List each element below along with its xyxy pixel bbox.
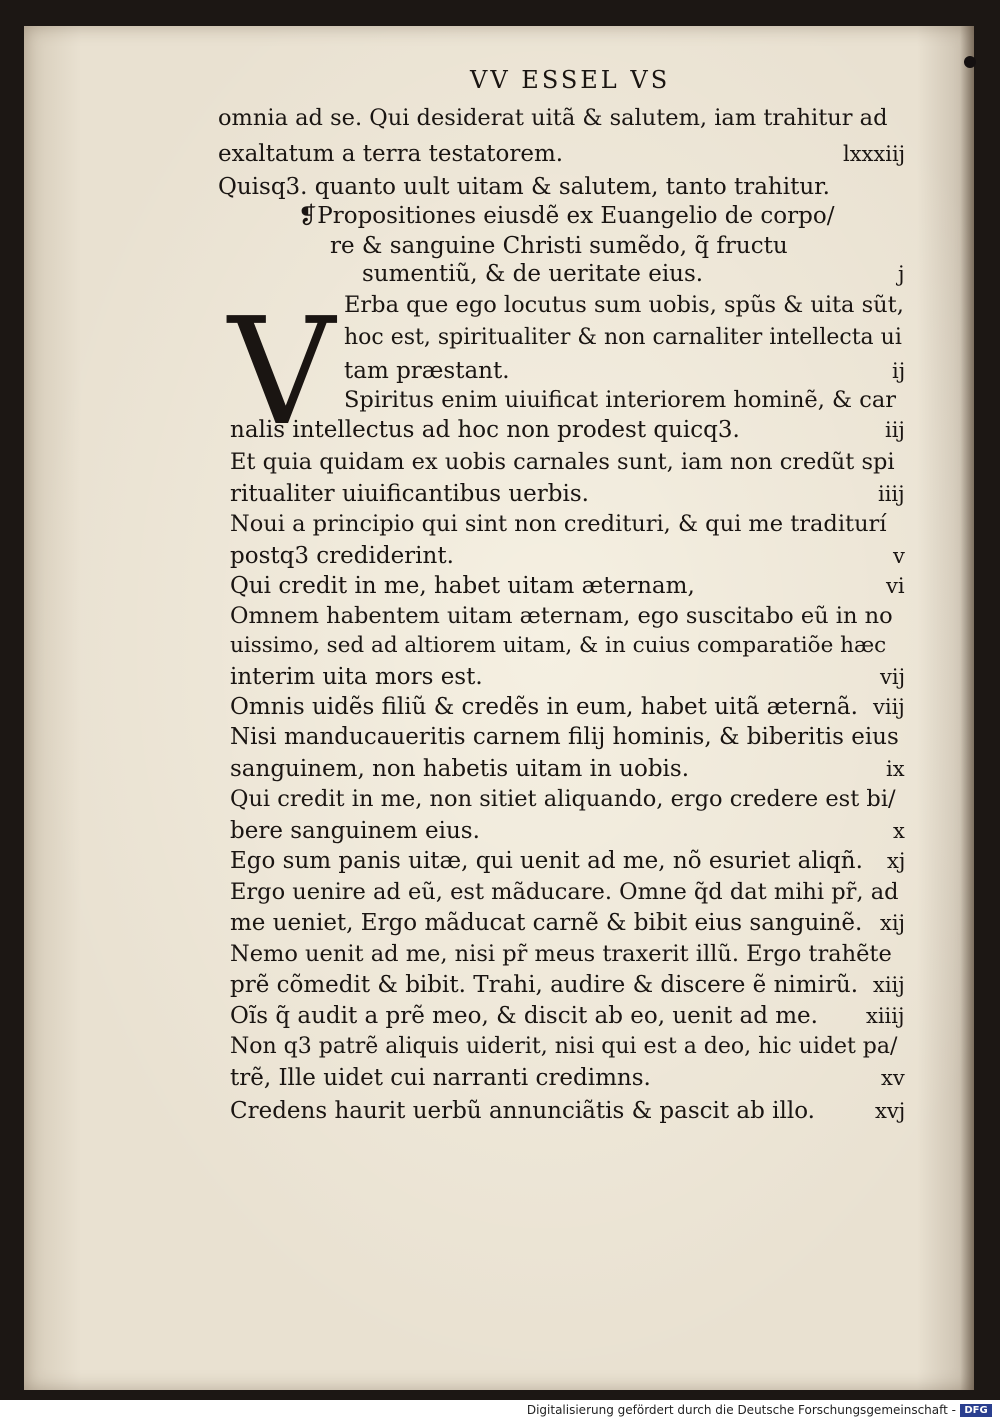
- proposition-number: lxxxiij: [843, 142, 906, 166]
- proposition-number: iij: [885, 418, 905, 442]
- text-line: nalis intellectus ad hoc non prodest quicq3.: [230, 417, 740, 443]
- text-line: sanguinem, non habetis uitam in uobis.: [230, 756, 690, 782]
- text-line: Omnis uidẽs filiũ & credẽs in eum, habet uitã æternã.: [230, 694, 858, 720]
- text-line: ritualiter uiuificantibus uerbis.: [230, 481, 589, 507]
- text-line: interim uita mors est.: [230, 664, 483, 690]
- text-line: Et quia quidam ex uobis carnales sunt, iam non credũt spi: [230, 449, 895, 475]
- proposition-number: v: [893, 544, 905, 568]
- page-edge-shadow: [960, 26, 974, 1390]
- text-line: sumentiũ, & de ueritate eius.: [362, 261, 704, 287]
- proposition-number: ij: [892, 359, 906, 383]
- text-line: ❡Propositiones eiusdẽ ex Euangelio de corpo/: [298, 203, 835, 229]
- text-line: Nemo uenit ad me, nisi pr̃ meus traxerit illũ. Ergo trahẽte: [230, 941, 892, 967]
- text-line: Qui credit in me, non sitiet aliquando, ergo credere est bi/: [230, 786, 896, 812]
- text-line: Quisq3. quanto uult uitam & salutem, tanto trahitur.: [218, 174, 830, 200]
- text-line: hoc est, spiritualiter & non carnaliter intellecta ui: [344, 325, 902, 350]
- proposition-number: xiij: [873, 973, 905, 997]
- text-line: tam præstant.: [344, 358, 510, 384]
- text-line: Omnem habentem uitam æternam, ego suscitabo eũ in no: [230, 603, 893, 629]
- text-line: prẽ cõmedit & bibit. Trahi, audire & discere ẽ nimirũ.: [230, 972, 859, 998]
- proposition-number: xj: [887, 849, 906, 873]
- proposition-number: xij: [880, 911, 906, 935]
- text-line: postq3 crediderint.: [230, 543, 454, 569]
- footer-credit: Digitalisierung gefördert durch die Deutsche Forschungsgemeinschaft -: [526, 1403, 956, 1417]
- text-line: Noui a principio qui sint non credituri, & qui me traditurí: [230, 511, 887, 537]
- proposition-number: vij: [880, 665, 906, 689]
- text-line: Spiritus enim uiuificat interiorem hominẽ, & car: [344, 387, 897, 413]
- text-line: omnia ad se. Qui desiderat uitã & salutem, iam trahitur ad: [218, 105, 888, 131]
- proposition-number: x: [893, 819, 905, 843]
- drop-cap-initial: V: [228, 286, 335, 458]
- proposition-number: viij: [873, 695, 905, 719]
- text-line: Non q3 patrẽ aliquis uiderit, nisi qui est a deo, hic uidet pa/: [230, 1034, 898, 1059]
- binding-hole: [964, 56, 976, 68]
- text-line: Ergo uenire ad eũ, est mãducare. Omne q̃d dat mihi pr̃, ad: [230, 879, 899, 905]
- running-head: VV ESSEL VS: [470, 66, 671, 94]
- text-line: uissimo, sed ad altiorem uitam, & in cuius comparatiõe hæc: [230, 633, 887, 658]
- text-line: trẽ, Ille uidet cui narranti credimns.: [230, 1065, 651, 1091]
- proposition-number: xv: [881, 1066, 905, 1090]
- text-line: Nisi manducaueritis carnem filij hominis, & biberitis eius: [230, 724, 899, 750]
- text-line: Credens haurit uerbũ annunciãtis & pascit ab illo.: [230, 1098, 815, 1124]
- text-line: Qui credit in me, habet uitam æternam,: [230, 573, 695, 599]
- proposition-number: xiiij: [866, 1004, 905, 1028]
- proposition-number: xvj: [875, 1099, 906, 1123]
- proposition-number: iiij: [878, 482, 905, 506]
- text-line: bere sanguinem eius.: [230, 818, 480, 844]
- text-line: me ueniet, Ergo mãducat carnẽ & bibit eius sanguinẽ.: [230, 910, 863, 936]
- proposition-number: vi: [886, 574, 905, 598]
- text-line: Ego sum panis uitæ, qui uenit ad me, nõ esuriet aliqñ.: [230, 848, 863, 874]
- text-line: exaltatum a terra testatorem.: [218, 141, 564, 167]
- text-line: re & sanguine Christi sumẽdo, q̃ fructu: [330, 233, 788, 259]
- proposition-number: j: [898, 262, 905, 286]
- dfg-logo: DFG: [960, 1404, 992, 1417]
- text-line: Erba que ego locutus sum uobis, spũs & uita sũt,: [344, 292, 904, 318]
- proposition-number: ix: [886, 757, 905, 781]
- text-line: Oĩs q̃ audit a prẽ meo, & discit ab eo, uenit ad me.: [230, 1003, 818, 1029]
